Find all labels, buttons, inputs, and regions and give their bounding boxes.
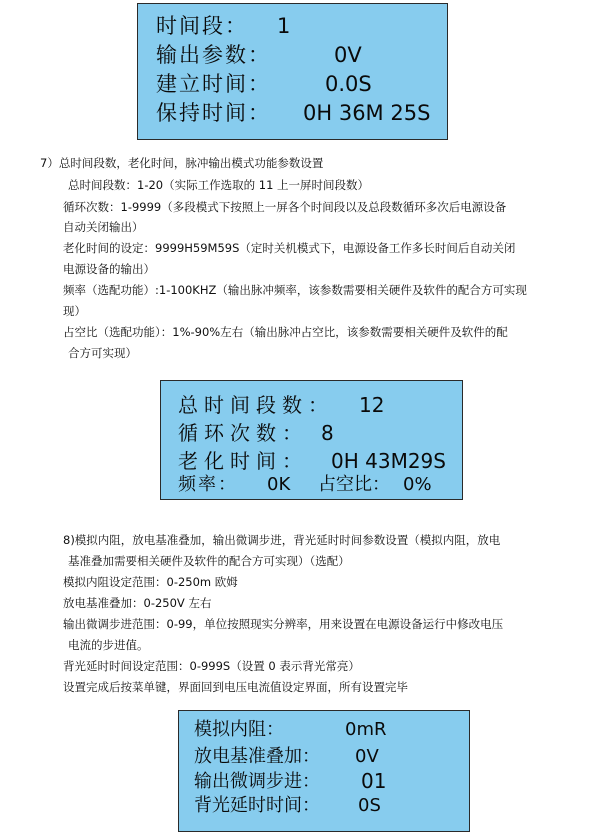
freq-text-line2: 现） xyxy=(63,304,86,318)
discharge-text: 放电基准叠加：0-250V 左右 xyxy=(63,596,212,610)
discharge-value: 0V xyxy=(355,746,379,767)
resistance-text: 模拟内阻设定范围：0-250m 欧姆 xyxy=(63,575,238,589)
freq-label: 频率： xyxy=(178,474,238,495)
section-8-heading-line2: 基准叠加需要相关硬件及软件的配合方可实现）（选配） xyxy=(68,554,350,568)
step-text-line1: 输出微调步进范围：0-99，单位按照现实分辨率，用来设置在电源设备运行中修改电压 xyxy=(63,617,504,631)
lcd-screen-aging xyxy=(160,380,463,500)
cycles-value: 8 xyxy=(321,421,334,445)
output-param-label: 输出参数： xyxy=(156,43,271,67)
aging-text-line2: 电源设备的输出） xyxy=(63,262,155,276)
step-text-line2: 电流的步进值。 xyxy=(68,638,149,652)
aging-text-line1: 老化时间的设定：9999H59M59S（定时关机模式下，电源设备工作多长时间后自动关闭 xyxy=(63,241,516,255)
time-segment-value: 1 xyxy=(277,14,291,38)
lcd-screen-resistance xyxy=(178,710,470,832)
discharge-label: 放电基准叠加： xyxy=(194,746,320,767)
resistance-label: 模拟内阻： xyxy=(194,719,284,740)
finish-text: 设置完成后按菜单键，界面回到电压电流值设定界面，所有设置完毕 xyxy=(63,680,408,694)
setup-time-label: 建立时间： xyxy=(156,72,271,96)
backlight-text: 背光延时时间设定范围：0-999S（设置 0 表示背光常亮） xyxy=(63,659,360,673)
total-segments-text: 总时间段数：1-20（实际工作选取的 11 上一屏时间段数） xyxy=(68,178,370,192)
duty-label: 占空比： xyxy=(318,474,390,495)
step-label: 输出微调步进： xyxy=(194,771,320,792)
setup-time-value: 0.0S xyxy=(325,72,372,96)
backlight-label: 背光延时时间： xyxy=(194,795,320,816)
cycles-text-line2: 自动关闭输出） xyxy=(63,220,144,234)
aging-label: 老化时间： xyxy=(178,449,308,473)
cycles-label: 循环次数： xyxy=(178,421,308,445)
duty-text-line2: 合方可实现） xyxy=(68,346,137,360)
hold-time-label: 保持时间： xyxy=(156,101,271,125)
section-7-heading: 7）总时间段数，老化时间，脉冲输出模式功能参数设置 xyxy=(40,156,324,170)
hold-time-value: 0H 36M 25S xyxy=(303,101,431,125)
aging-value: 0H 43M29S xyxy=(331,449,446,473)
backlight-value: 0S xyxy=(358,795,381,816)
section-8-heading-line1: 8)模拟内阻，放电基准叠加，输出微调步进，背光延时时间参数设置（模拟内阻，放电 xyxy=(63,533,501,547)
cycles-text-line1: 循环次数：1-9999（多段模式下按照上一屏各个时间段以及总段数循环多次后电源设备 xyxy=(63,200,507,214)
freq-value: 0K xyxy=(267,474,291,495)
duty-text-line1: 占空比（选配功能）：1%-90%左右（输出脉冲占空比，该参数需要相关硬件及软件的配 xyxy=(63,325,508,339)
output-param-value: 0V xyxy=(334,43,362,67)
total-segments-value: 12 xyxy=(359,393,385,417)
total-segments-label: 总时间段数： xyxy=(178,393,334,417)
freq-text-line1: 频率（选配功能）:1-100KHZ（输出脉冲频率，该参数需要相关硬件及软件的配合方可实现 xyxy=(63,283,527,297)
duty-value: 0% xyxy=(403,474,432,495)
lcd-screen-time-segment xyxy=(137,3,448,140)
time-segment-label: 时间段： xyxy=(156,14,248,38)
resistance-value: 0mR xyxy=(345,719,387,740)
step-value: 01 xyxy=(361,769,387,793)
